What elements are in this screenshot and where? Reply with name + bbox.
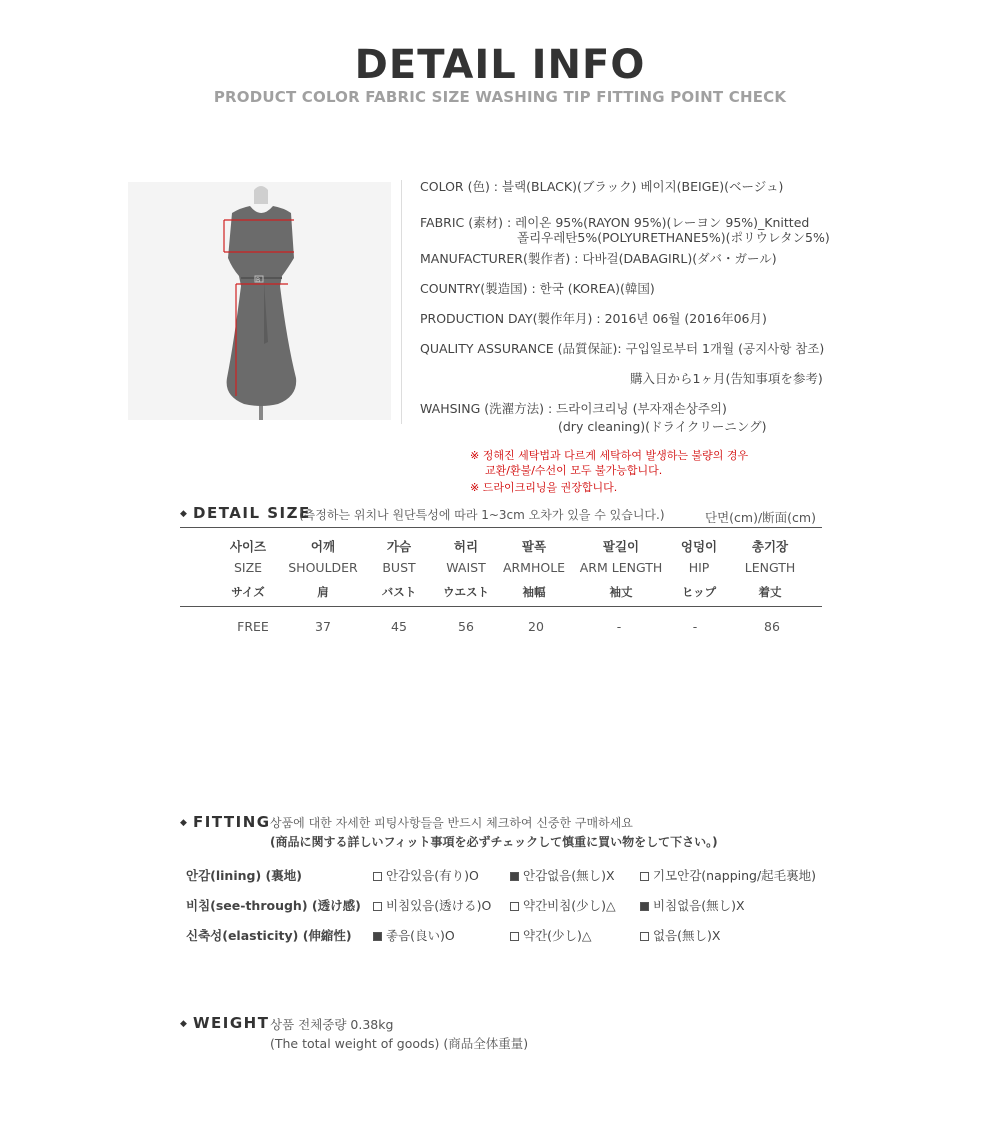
fitting-subtitle-jp: (商品に関する詳しいフィット事項を必ずチェックして慎重に買い物をして下さい。) [270, 835, 718, 849]
weight-value: 상품 전체중량 0.38kg [270, 1017, 394, 1032]
page-subtitle: PRODUCT COLOR FABRIC SIZE WASHING TIP FITTING POINT CHECK [213, 88, 787, 106]
fitting-option: 좋음(良い)O [373, 926, 455, 944]
arm-length-cell: - [616, 619, 622, 634]
checkbox-checked-icon [510, 872, 519, 881]
header-cell: バスト [381, 585, 417, 599]
washing-warning-2: 교환/환불/수선이 모두 불가능합니다. [485, 464, 663, 477]
armhole-cell: 20 [528, 619, 544, 634]
info-fabric-2: 폴리우레탄5%(POLYURETHANE5%)(ポリウレタン5%) [517, 230, 830, 245]
header-cell: 총기장 [751, 539, 789, 554]
length-cell: 86 [764, 619, 780, 634]
checkbox-icon [373, 872, 382, 881]
header-cell: 팔길이 [602, 539, 640, 554]
page-title: DETAIL INFO [354, 42, 646, 88]
header-cell: SIZE [233, 560, 263, 575]
info-quality: QUALITY ASSURANCE (品質保証): 구입일로부터 1개월 (공지사항 참조) [420, 341, 825, 356]
diamond-icon: ◆ [180, 818, 187, 828]
header-cell: SHOULDER [288, 560, 358, 575]
fitting-label-lining: 안감(lining) (裏地) [186, 868, 302, 883]
header-cell: 엉덩이 [680, 539, 718, 554]
header-cell: 어깨 [310, 539, 336, 554]
divider [401, 180, 402, 424]
hip-cell: - [692, 619, 698, 634]
header-cell: 肩 [317, 585, 329, 599]
fitting-subtitle: 상품에 대한 자세한 피팅사항들을 반드시 체크하여 신중한 구매하세요 [270, 816, 633, 830]
checkbox-icon [373, 902, 382, 911]
table-header-rule [180, 606, 822, 607]
diamond-icon: ◆ [180, 1019, 187, 1029]
header-cell: BUST [382, 560, 416, 575]
fitting-option: 비침있음(透ける)O [373, 896, 491, 914]
header-cell: ヒップ [681, 585, 717, 599]
info-quality-2: 購入日から1ヶ月(告知事項を参考) [630, 371, 823, 386]
checkbox-icon [640, 872, 649, 881]
header-cell: HIP [688, 560, 710, 575]
checkbox-checked-icon [373, 932, 382, 941]
fitting-option: 약간(少し)△ [510, 926, 592, 944]
header-cell: サイズ [231, 585, 265, 599]
dress-illustration [128, 182, 391, 420]
washing-warning-3: ※ 드라이크리닝을 권장합니다. [470, 481, 618, 494]
info-color: COLOR (色) : 블랙(BLACK)(ブラック) 베이지(BEIGE)(ベージュ) [420, 179, 784, 194]
product-photo [128, 182, 391, 420]
header-cell: 허리 [453, 539, 479, 554]
fitting-option: 약간비침(少し)△ [510, 896, 616, 914]
header-cell: LENGTH [744, 560, 796, 575]
checkbox-icon [510, 902, 519, 911]
waist-cell: 56 [458, 619, 474, 634]
info-fabric: FABRIC (素材) : 레이온 95%(RAYON 95%)(レーヨン 95%)_Knitted [420, 215, 810, 230]
fitting-label-elasticity: 신축성(elasticity) (伸縮性) [186, 928, 352, 943]
fitting-option: 기모안감(napping/起毛裏地) [640, 866, 816, 884]
header-cell: ARM LENGTH [579, 560, 663, 575]
header-cell: 袖丈 [609, 585, 633, 599]
header-cell: 사이즈 [229, 539, 267, 554]
info-production-day: PRODUCTION DAY(製作年月) : 2016년 06월 (2016年06月) [420, 311, 767, 326]
info-manufacturer: MANUFACTURER(製作者) : 다바걸(DABAGIRL)(ダバ・ガール) [420, 251, 777, 266]
header-cell: 팔폭 [521, 539, 547, 554]
size-cell: FREE [237, 619, 269, 634]
diamond-icon: ◆ [180, 509, 187, 519]
detail-size-heading: DETAIL SIZE [193, 504, 311, 522]
detail-size-unit: 단면(cm)/断面(cm) [705, 510, 816, 525]
fitting-option: 없음(無し)X [640, 926, 720, 944]
info-washing: WAHSING (洗濯方法) : 드라이크리닝 (부자재손상주의) [420, 401, 727, 416]
shoulder-cell: 37 [315, 619, 331, 634]
photo-tag-letter: B [256, 277, 261, 284]
header-cell: ウエスト [443, 585, 489, 599]
detail-size-note: (측정하는 위치나 원단특성에 따라 1~3cm 오차가 있을 수 있습니다.) [299, 508, 665, 522]
header-cell: 着丈 [758, 585, 782, 599]
fitting-option: 안감있음(有り)O [373, 866, 479, 884]
fitting-label-see-through: 비침(see-through) (透け感) [186, 898, 361, 913]
table-top-rule [180, 527, 822, 528]
bust-cell: 45 [391, 619, 407, 634]
fitting-option: 안감없음(無し)X [510, 866, 615, 884]
header-cell: WAIST [446, 560, 486, 575]
fitting-option: 비침없음(無し)X [640, 896, 745, 914]
header-cell: 가슴 [386, 539, 412, 554]
header-cell: 袖幅 [522, 585, 546, 599]
checkbox-icon [640, 932, 649, 941]
weight-note: (The total weight of goods) (商品全体重量) [270, 1036, 529, 1051]
checkbox-icon [510, 932, 519, 941]
info-washing-2: (dry cleaning)(ドライクリーニング) [558, 419, 767, 434]
weight-heading: WEIGHT [193, 1014, 270, 1032]
header-cell: ARMHOLE [502, 560, 566, 575]
info-country: COUNTRY(製造国) : 한국 (KOREA)(韓国) [420, 281, 655, 296]
checkbox-checked-icon [640, 902, 649, 911]
washing-warning-1: ※ 정해진 세탁법과 다르게 세탁하여 발생하는 불량의 경우 [470, 449, 749, 462]
fitting-heading: FITTING [193, 813, 271, 831]
